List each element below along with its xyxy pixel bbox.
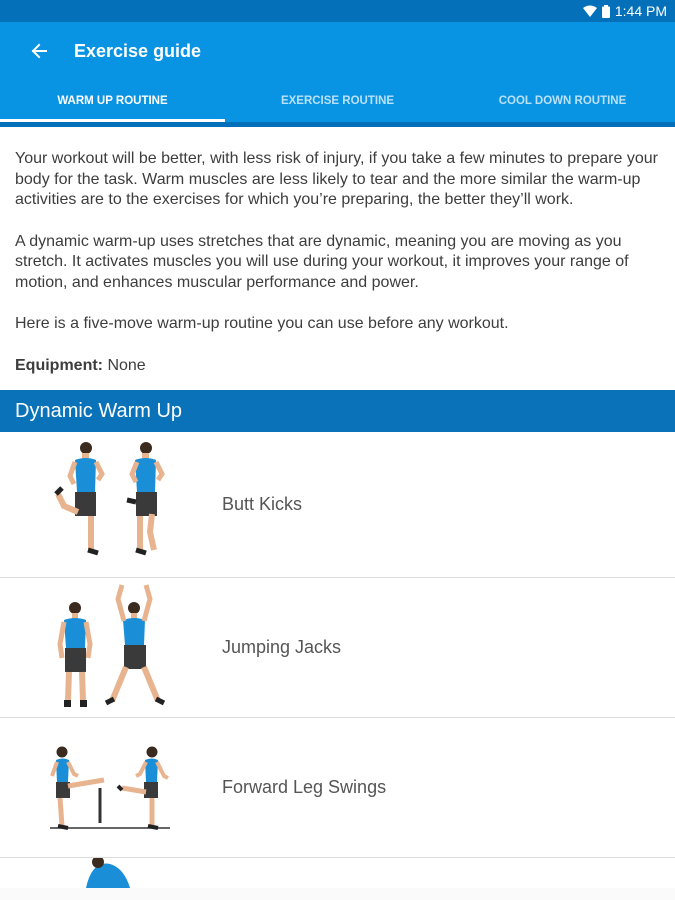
forward-leg-swings-illustration: [0, 718, 222, 857]
intro-paragraph-1: Your workout will be better, with less risk of injury, if you take a few minutes to prepare your body for the task. Warm muscles are less likely to tear and the more similar the warm-up activities are to the exercises for which you’re preparing, the better they’ll work.: [15, 150, 658, 208]
exercise-item-partial[interactable]: [0, 858, 675, 888]
intro-text: [0, 127, 675, 390]
tab-exercise-routine[interactable]: EXERCISE ROUTINE: [280, 95, 395, 107]
exercise-item-forward-leg-swings[interactable]: [0, 718, 675, 858]
exercise-item-butt-kicks[interactable]: [0, 432, 675, 578]
equipment-label: Equipment:: [15, 356, 103, 374]
tab-cool-down-routine[interactable]: COOL DOWN ROUTINE: [498, 95, 627, 107]
wifi-icon: [583, 5, 597, 17]
battery-icon: [602, 5, 610, 18]
section-header: Dynamic Warm Up: [0, 390, 675, 432]
status-time: 1:44 PM: [614, 3, 667, 19]
status-bar: [0, 0, 675, 22]
intro-paragraph-2: A dynamic warm-up uses stretches that are dynamic, meaning you are moving as you stretch. It activates muscles you will use during your workout, it improves your range of motion, and enhances muscular performance and power.: [15, 232, 629, 291]
tab-warm-up-routine[interactable]: WARM UP ROUTINE: [0, 80, 225, 122]
partial-illustration: [0, 858, 222, 888]
exercise-item-jumping-jacks[interactable]: [0, 578, 675, 718]
equipment-line: [15, 356, 660, 391]
equipment-value: None: [103, 356, 146, 374]
page-title: Exercise guide: [74, 40, 202, 61]
butt-kicks-illustration: [0, 432, 222, 577]
exercise-list: [0, 432, 675, 888]
arrow-left-icon: [31, 43, 47, 59]
jumping-jacks-illustration: [0, 578, 222, 717]
exercise-name: Butt Kicks: [222, 494, 303, 514]
exercise-name: Forward Leg Swings: [222, 777, 387, 797]
exercise-name: Jumping Jacks: [222, 637, 342, 657]
tab-bar: [0, 80, 675, 122]
app-bar: [0, 22, 675, 122]
toolbar: [0, 22, 675, 80]
intro-paragraph-3: Here is a five-move warm-up routine you can use before any workout.: [15, 315, 509, 332]
back-button[interactable]: [10, 22, 68, 80]
